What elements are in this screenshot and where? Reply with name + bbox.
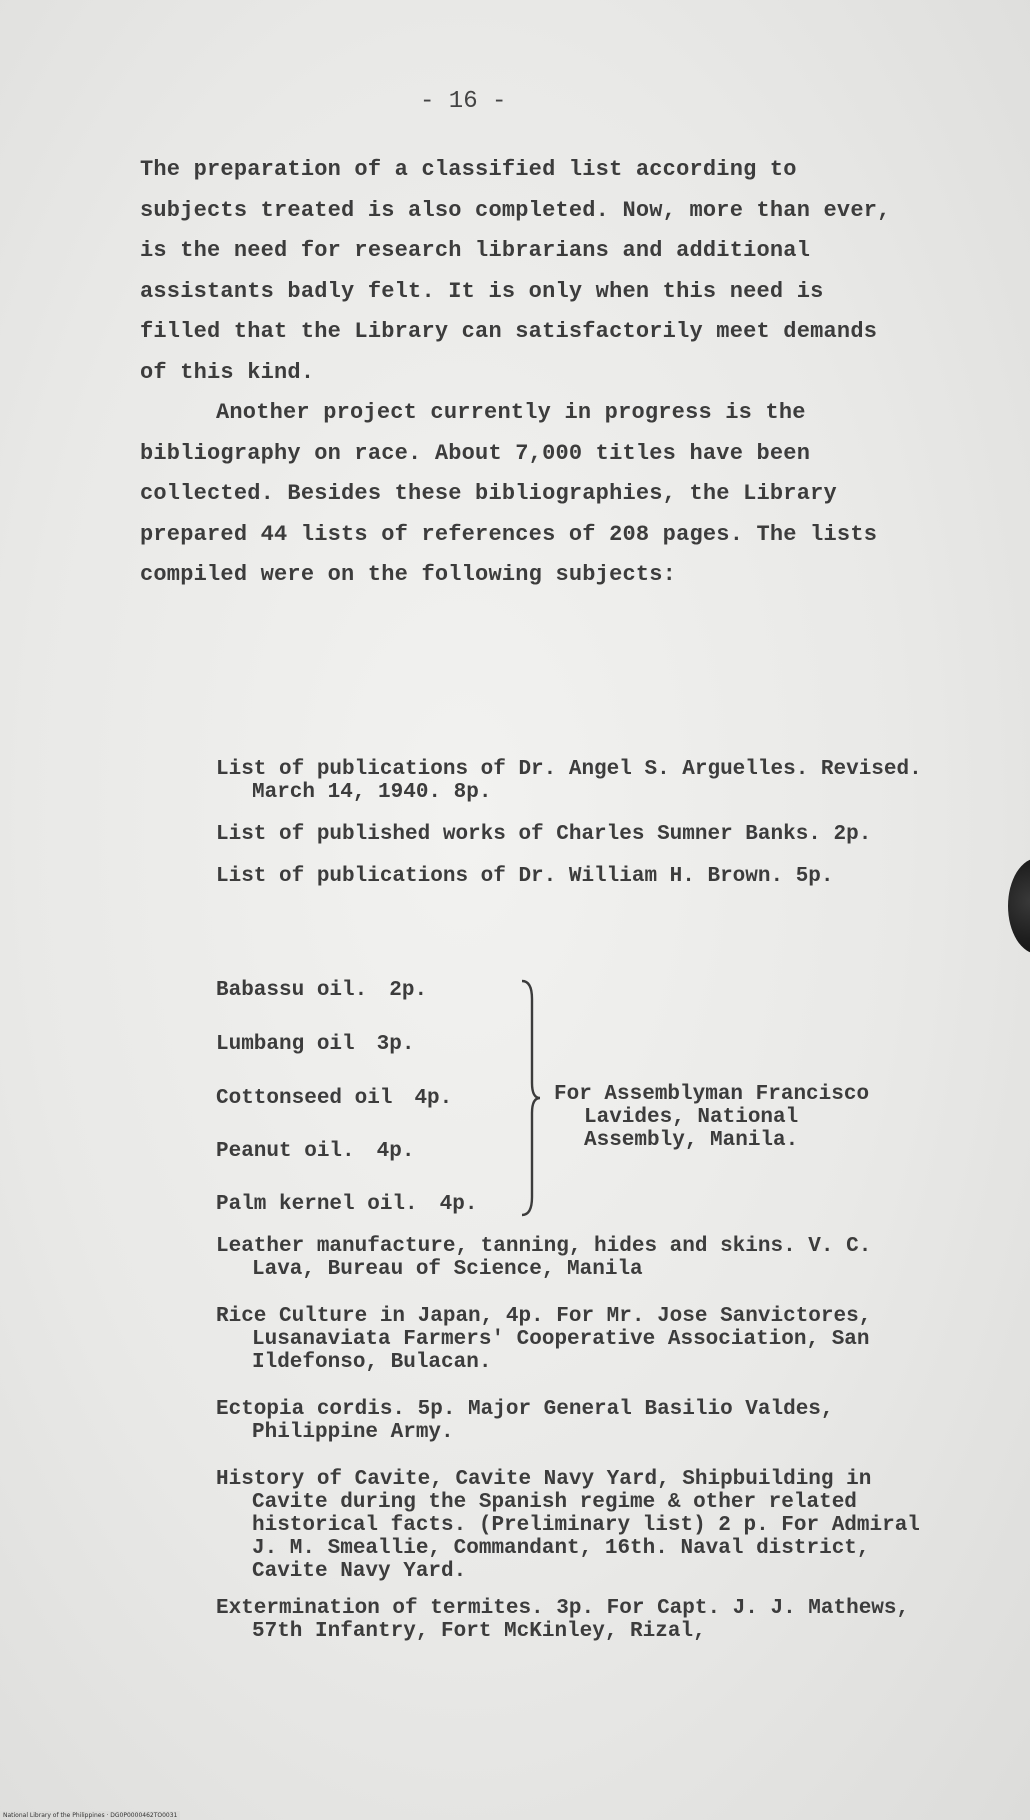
oil-item [216,1193,477,1216]
reference-item: Rice Culture in Japan, 4p. For Mr. Jose Sanvictores, Lusanaviata Farmers' Cooperative Association, San Ildefonso, Bulacan. [216,1305,872,1374]
oil-name: Lumbang oil [216,1033,355,1056]
oil-name: Cottonseed oil [216,1087,393,1110]
oil-name: Peanut oil. [216,1140,355,1163]
oil-name: Palm kernel oil. [216,1193,418,1216]
brace-icon [518,979,542,1217]
oil-pages: 2p. [389,979,428,1002]
reference-item: History of Cavite, Cavite Navy Yard, Shipbuilding in Cavite during the Spanish regime & other related historical facts. (Preliminary list) 2 p. For Admiral J. M. Smeallie, Commandant, 16th. Naval district, Cavite Navy Yard. [216,1468,920,1583]
reference-item: List of publications of Dr. William H. Brown. 5p. [216,865,834,888]
oil-pages: 4p. [439,1193,478,1216]
reference-item: Extermination of termites. 3p. For Capt. J. J. Mathews, 57th Infantry, Fort McKinley, Rizal, [216,1597,910,1643]
reference-item: Ectopia cordis. 5p. Major General Basilio Valdes, Philippine Army. [216,1398,834,1444]
reference-list [216,1235,936,1667]
page-number: - 16 - [420,88,507,115]
footer-credit: National Library of the Philippines · DG0P0000462TO0031 [0,1811,180,1820]
oil-pages: 3p. [376,1033,415,1056]
scan-shadow [1008,858,1030,954]
reference-item: List of publications of Dr. Angel S. Arguelles. Revised. March 14, 1940. 8p. [216,758,922,804]
oil-group-note: For Assemblyman Francisco Lavides, National Assembly, Manila. [554,1083,870,1152]
oil-name: Babassu oil. [216,979,368,1002]
reference-list [216,758,936,907]
oil-item [216,1140,414,1163]
oil-item [216,1087,452,1110]
oil-pages: 4p. [414,1087,453,1110]
body-text [140,150,900,596]
paragraph: The preparation of a classified list according to subjects treated is also completed. Now, more than ever, is the need for research librarians and additional assistants badly felt. It is only when this need is filled that the Library can satisfactorily meet demands of this kind. [140,157,891,385]
reference-item: List of published works of Charles Sumner Banks. 2p. [216,823,872,846]
paragraph: Another project currently in progress is the bibliography on race. About 7,000 titles have been collected. Besides these bibliographies, the Library prepared 44 lists of references of 208 pages. The lists compiled were on the following subjects: [140,400,878,587]
oil-item [216,979,427,1002]
oil-item [216,1033,414,1056]
oil-reference-group [216,979,916,1216]
oil-pages: 4p. [376,1140,415,1163]
reference-item: Leather manufacture, tanning, hides and skins. V. C. Lava, Bureau of Science, Manila [216,1235,872,1281]
